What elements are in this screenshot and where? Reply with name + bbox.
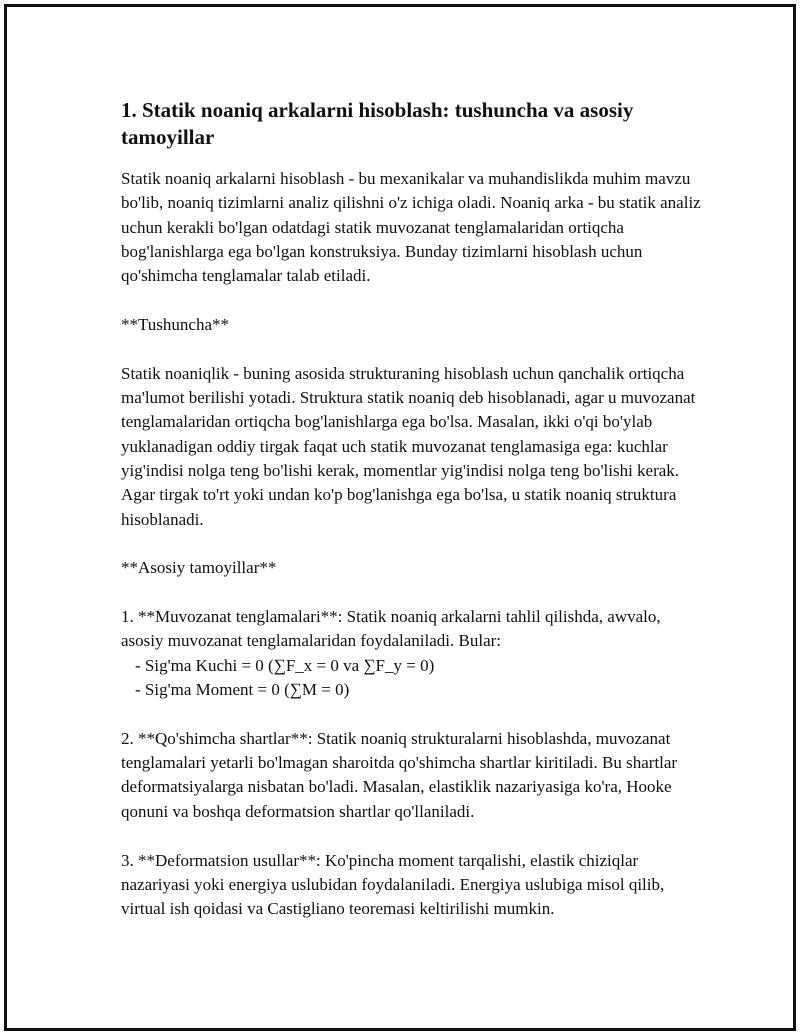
- document-content: [121, 97, 701, 921]
- principle-item-3: 3. **Deformatsion usullar**: Ko'pincha moment tarqalishi, elastik chiziqlar nazariyasi yoki energiya uslubidan foydalaniladi. Energiya uslubiga misol qilib, virtual ish qoidasi va Castigliano teoremasi keltirilishi mumkin.: [121, 850, 665, 919]
- tushuncha-paragraph: Statik noaniqlik - buning asosida strukturaning hisoblash uchun qanchalik ortiqcha ma'lumot berilishi yotadi. Struktura statik noaniq deb hisoblanadi, agar u muvozanat tenglamalaridan ortiqcha bog'lanishlarga ega bo'lsa. Masalan, ikki o'qi bo'ylab yuklanadigan oddiy tirgak faqat uch statik muvozanat tenglamasiga ega: kuchlar yig'indisi nolga teng bo'lishi kerak, momentlar yig'indisi nolga teng bo'lishi kerak. Agar tirgak to'rt yoki undan ko'p bog'lanishga ega bo'lsa, u statik noaniq struktura hisoblanadi.: [121, 363, 696, 529]
- section-heading-asosiy-tamoyillar: **Asosiy tamoyillar**: [121, 558, 277, 578]
- section-heading-tushuncha: **Tushuncha**: [121, 314, 229, 334]
- intro-paragraph: Statik noaniq arkalarni hisoblash - bu mexanikalar va muhandislikda muhim mavzu bo'lib, noaniq tizimlarni analiz qilishni o'z ichiga oladi. Noaniq arka - bu statik analiz uchun kerakli bo'lgan odatdagi statik muvozanat tenglamalaridan ortiqcha bog'lanishlarga ega bo'lgan konstruksiya. Bunday tizimlarni hisoblash uchun qo'shimcha tenglamalar talab etiladi.: [121, 169, 701, 286]
- principle-item-1-bullet-1: - Sig'ma Kuchi = 0 (∑F_x = 0 va ∑F_y = 0): [135, 655, 435, 675]
- document-title: 1. Statik noaniq arkalarni hisoblash: tushuncha va asosiy tamoyillar: [121, 98, 634, 149]
- principle-item-1-bullet-2: - Sig'ma Moment = 0 (∑M = 0): [135, 680, 350, 700]
- document-page: [4, 4, 796, 1031]
- principle-item-2: 2. **Qo'shimcha shartlar**: Statik noaniq strukturalarni hisoblashda, muvozanat tenglamalari yetarli bo'lmagan sharoitda qo'shimcha shartlar kiritiladi. Bu shartlar deformatsiyalarga nisbatan bo'ladi. Masalan, elastiklik nazariyasiga ko'ra, Hooke qonuni va boshqa deformatsion shartlar qo'llaniladi.: [121, 728, 678, 821]
- principle-item-1: 1. **Muvozanat tenglamalari**: Statik noaniq arkalarni tahlil qilishda, awvalo, asosiy muvozanat tenglamalaridan foydalaniladi. Bular:: [121, 607, 661, 651]
